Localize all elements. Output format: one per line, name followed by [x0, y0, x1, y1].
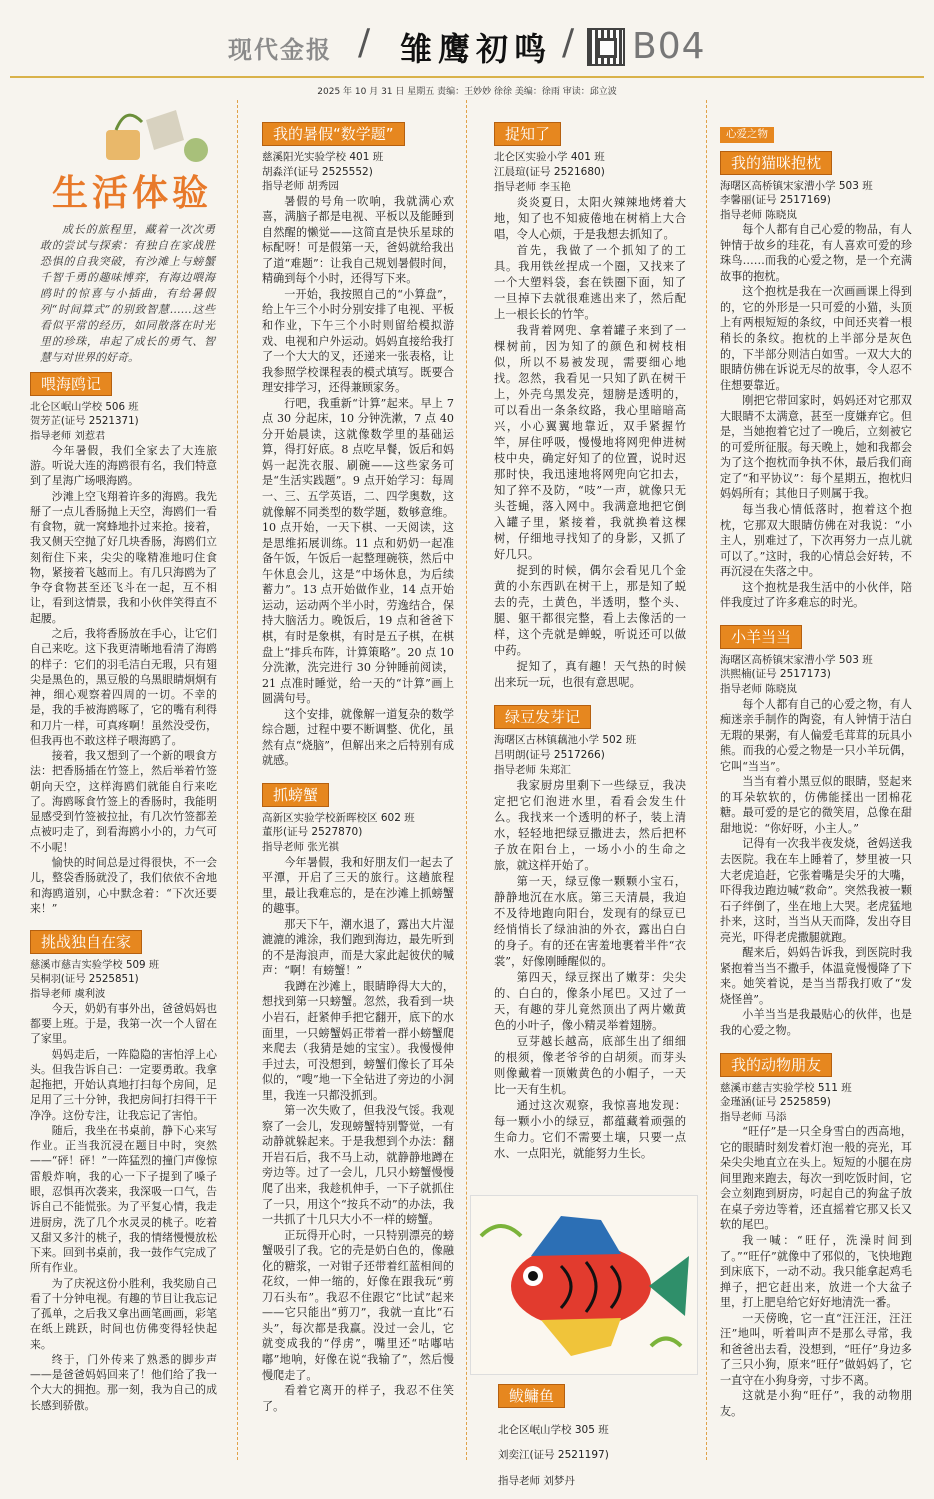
article-paragraph: 首先，我做了一个抓知了的工具。我用铁丝捏成一个圈，又找来了一个大塑料袋，套在铁圈下面，知了一旦掉下去就很难逃出来了，然后配上一根长长的竹竿。 [494, 244, 686, 321]
article-paragraph: 记得有一次我半夜发烧，爸妈送我去医院。我在车上睡着了，梦里被一只大老虎追赶，它张着嘴是尖牙的大嘴，吓得我边跑边喊“救命”。突然我被一颗石子绊倒了，坐在地上大哭。老虎猛地扑来，这时，当当从天而降，发出夺目亮光，吓得老虎撒腿就跑。 [720, 837, 912, 944]
article-byline: 北仑区实验小学 401 班 [494, 151, 605, 163]
column-4 [720, 126, 912, 1430]
article-byline: 李馨丽(证号 2517169) [720, 194, 831, 207]
article [720, 1049, 912, 1420]
article-paragraph: 为了庆祝这份小胜利，我奖励自己看了十分钟电视。有趣的节目让我忘记了孤单，之后我又拿出画笔画画，彩笔在纸上跳跃，时间也仿佛变得轻快起来。 [30, 1276, 217, 1351]
article-title: 鲅鳙鱼 [498, 1384, 565, 1408]
article-title: 我的暑假“数学题” [262, 122, 405, 146]
article [30, 368, 217, 916]
article-paragraph: 第一天，绿豆像一颗颗小宝石，静静地沉在水底。第三天清晨，我迫不及待地跑向阳台，发现有的绿豆已经悄悄长了绿油油的外衣，露出白白的身子。有的还在害羞地裹着半件“衣裳”，好像刚睡醒似的。 [494, 875, 686, 968]
article-title: 挑战独自在家 [30, 930, 142, 954]
article-title: 我的动物朋友 [720, 1053, 832, 1077]
article-paragraph: 捉知了，真有趣！天气热的时候出来玩一玩，也很有意思呢。 [494, 660, 686, 689]
article-byline: 指导老师 刘惹君 [30, 429, 106, 442]
column-2 [262, 118, 454, 1424]
article-byline: 刘奕江(证号 2521197) [498, 1449, 609, 1461]
hero-title: 生活体验 [52, 173, 213, 214]
slash-divider: / [562, 22, 575, 63]
article-byline: 贺芳芷(证号 2521371) [30, 415, 139, 428]
article-paragraph: 今天，奶奶有事外出，爸爸妈妈也都要上班。于是，我第一次一个人留在了家里。 [30, 1001, 217, 1046]
garden-tools-illustration [96, 100, 216, 170]
article-paragraph: 醒来后，妈妈告诉我，到医院时我紧抱着当当不撒手，体温竟慢慢降了下来。她笑着说，是当当帮我打败了“发烧怪兽”。 [720, 946, 912, 1006]
header-rule [10, 76, 924, 78]
article-byline: 北仑区岷山学校 506 班 [30, 401, 139, 413]
article-paragraph: 刚把它带回家时，妈妈还对它那双大眼睛不太满意，甚至一度嫌弃它。但是，当她抱着它过了一晚后，立刻被它的可爱所征服。每天晚上，她和我都会为了这个抱枕而争执不休，最后我们商定了“和平协议”：每个星期五，抱枕归妈妈所有；其他日子则属于我。 [720, 394, 912, 501]
article-paragraph: 我背着网兜、拿着罐子来到了一棵树前，因为知了的颜色和树枝相似，所以不易被发现，需要细心地找。忽然，我看见一只知了趴在树干上，外壳乌黑发亮，翅膀是透明的，可以看出一条条纹路，我心里暗暗高兴，小心翼翼地靠近，双手紧握竹竿，屏住呼吸，慢慢地将网兜伸进树枝中央，确定好知了的位置，说时迟那时快，我迅速地将网兜向它扣去，知了猝不及防，“吱”一声，就像只无头苍蝇，落入网中。我满意地把它倒入罐子里，紧接着，我就换着这棵树，仔细地寻找知了的身影，又抓了好几只。 [494, 324, 686, 561]
article-paragraph: 那天下午，潮水退了，露出大片湿漉漉的滩涂，我们跑到海边，最先听到的不是海浪声，而是大家此起彼伏的喊声：“啊！有螃蟹！” [262, 917, 454, 978]
article [720, 147, 912, 611]
article-byline: 指导老师 陈晓岚 [720, 682, 797, 695]
article-paragraph: 炎炎夏日，太阳火辣辣地烤着大地，知了也不知疲倦地在树梢上大合唱，令人心烦，于是我想去抓知了。 [494, 196, 686, 241]
slash-divider: / [358, 22, 371, 63]
article-title: 捉知了 [494, 122, 561, 146]
hero-intro: 成长的旅程里，藏着一次次勇敢的尝试与探索：有独自在家战胜恐惧的自我突破，有沙滩上与螃蟹千智千勇的趣味博弈，有海边喂海鸥时的惊喜与小插曲，有给暑假列“时间算式”的别致智慧……这些看似平常的经历，如同散落在时光里的珍珠，串起了成长的勇气、智慧与对世界的好奇。 [40, 223, 215, 364]
article-byline: 洪熙楠(证号 2517173) [720, 668, 831, 681]
article-paragraph: 这个抱枕是我在一次画画课上得到的，它的外形是一只可爱的小猫，头顶上有两根短短的条纹，中间还夹着一根稍长的条纹。抱枕的上半部分是灰色的，下半部分则洁白如雪。一双大大的眼睛仿佛在诉说无尽的故事，令人忍不住想要靠近。 [720, 285, 912, 392]
article-title: 我的猫咪抱枕 [720, 151, 832, 175]
fish-drawing [470, 1195, 698, 1375]
qr-code-icon[interactable] [587, 28, 625, 66]
article-paragraph: 捉到的时候，偶尔会看见几个金黄的小东西趴在树干上，那是知了蜕去的壳，土黄色，半透明，整个头、腿、躯干都很完整，看上去像活的一样，这个壳就是蝉蜕，听说还可以做中药。 [494, 564, 686, 657]
article-paragraph: 一天傍晚，它一直“汪汪汪，汪汪汪”地叫，听着叫声不是那么寻常，我和爸爸出去看，没想到，“旺仔”身边多了三只小狗，原来“旺仔”做妈妈了，它一直守在小狗身旁，寸步不离。 [720, 1311, 912, 1387]
article-byline: 海曙区高桥镇宋家漕小学 503 班 [720, 653, 873, 666]
article [720, 621, 912, 1039]
column-divider [466, 100, 467, 1460]
article [498, 1380, 698, 1489]
article-byline: 胡淼洋(证号 2525552) [262, 165, 373, 178]
article-byline: 指导老师 胡秀园 [262, 180, 339, 193]
column-1 [30, 368, 217, 1423]
article-paragraph: 每当我心情低落时，抱着这个抱枕，它那双大眼睛仿佛在对我说：“小主人，别难过了，下次再努力一点儿就可以了。”这时，我的心情总会好转，不再沉浸在失落之中。 [720, 503, 912, 579]
article-paragraph: 正玩得开心时，一只特别漂亮的螃蟹吸引了我。它的壳是奶白色的，像融化的糖浆，一对钳子还带着红蓝相间的花纹，一伸一缩的，好像在跟我玩“剪刀石头布”。我忍不住跟它“比试”起来——它只能出“剪刀”，我就一直比“石头”，每次都是我赢。没过一会儿，它就变成我的“俘虏”，嘴里还“咕嘟咕嘟”地响，好像在说“我输了”，然后慢慢爬走了。 [262, 1228, 454, 1382]
page-number: B04 [632, 26, 706, 67]
article-paragraph: 我一喊：“旺仔，洗澡时间到了。”“旺仔”就像中了邪似的，飞快地跑到床底下，一动不动。我只能拿起鸡毛掸子，把它赶出来，放进一个大盆子里，打上肥皂给它好好地清洗一番。 [720, 1234, 912, 1310]
article-paragraph: 沙滩上空飞翔着许多的海鸥。我先掰了一点儿香肠抛上天空，海鸥们一看有食物，就一窝蜂地扑过来抢。接着，我又侧天空抛了好几块香肠，海鸥们立刻衔住下来，尖尖的喙精准地叼住食物，紧接着飞越而上。有几只海鸥为了争夺食物甚至还飞斗在一起，互不相让，看到这情景，我和小伙伴笑得直不起腰。 [30, 489, 217, 625]
article-paragraph: 终于，门外传来了熟悉的脚步声——是爸爸妈妈回来了！他们给了我一个大大的拥抱。那一刻，我为自己的成长感到骄傲。 [30, 1352, 217, 1412]
article-byline: 金瑾涵(证号 2525859) [720, 1096, 831, 1109]
article-paragraph: 随后，我坐在书桌前，静下心来写作业。正当我沉浸在题目中时，突然——“砰！砰！”一阵猛烈的撞门声像惊雷般炸响，我的心一下子提到了嗓子眼，忍惧再次袭来，我深吸一口气，告诉自己不能慌张。为了平复心情，我走进厨房，洗了几个水灵灵的桃子。吃着又甜又多汁的桃子，我的情绪慢慢放松下来。回到书桌前，我一鼓作气完成了所有作业。 [30, 1123, 217, 1275]
article-paragraph: 每个人都有自己的心爱之物，有人痴迷亲手制作的陶瓷，有人钟情于洁白无瑕的果粥，有人偏爱毛茸茸的玩具小熊。而我的心爱之物是一只小羊玩偶，它叫“当当”。 [720, 697, 912, 773]
fish-caption [498, 1380, 698, 1499]
article-paragraph: 每个人都有自己心爱的物品，有人钟情于故乡的珪花，有人喜欢可爱的珍珠鸟……而我的心爱之物，是一个充满故事的抱枕。 [720, 223, 912, 283]
page-header [0, 0, 934, 97]
article-byline: 指导老师 陈晓岚 [720, 208, 797, 221]
column-divider [706, 100, 707, 1460]
article-byline: 吕明朗(证号 2517266) [494, 749, 605, 761]
article-paragraph: 我家厨房里剩下一些绿豆，我决定把它们泡进水里，看看会发生什么。我找来一个透明的杯子，装上清水，轻轻地把绿豆撒进去，然后把杯子放在阳台上，一场小小的生命之旅，就这样开始了。 [494, 779, 686, 872]
article-byline: 慈溪市慈吉实验学校 509 班 [30, 959, 160, 972]
article-paragraph: 当当有着小黑豆似的眼睛，竖起来的耳朵软软的，仿佛能揉出一团棉花糖。最可爱的是它的微笑眉，总像在甜甜地说：“你好呀，小主人。” [720, 775, 912, 835]
column-divider [237, 100, 238, 1460]
article-paragraph: 这个抱枕是我生活中的小伙伴，陪伴我度过了许多难忘的时光。 [720, 580, 912, 610]
article-paragraph: 小羊当当是我最贴心的伙伴，也是我的心爱之物。 [720, 1008, 912, 1037]
article-byline: 指导老师 刘梦丹 [498, 1474, 575, 1487]
article-title: 抓螃蟹 [262, 783, 329, 807]
article [30, 926, 217, 1413]
article-paragraph: 今年暑假，我们全家去了大连旅游。听说大连的海鸥很有名，我们特意到了星海广场喂海鸥。 [30, 443, 217, 488]
article-title: 小羊当当 [720, 625, 802, 649]
column-3 [494, 118, 686, 1172]
article-paragraph: 通过这次观察，我惊喜地发现：每一颗小小的绿豆，都蕴藏着顽强的生命力。它们不需要土壤，只要一点水、一点阳光，就能努力生长。 [494, 1099, 686, 1160]
article-byline: 董彤(证号 2527870) [262, 826, 363, 839]
article-byline: 海曙区古林镇藕池小学 502 班 [494, 734, 637, 746]
article-paragraph: 这个安排，就像解一道复杂的数学综合题，过程中要不断调整、优化，虽然有点“烧脑”，但解出来之后特别有成就感。 [262, 707, 454, 768]
article-paragraph: “旺仔”是一只全身雪白的西高地，它的眼睛时刻发着灯泡一般的亮光，耳朵尖尖地直立在头上。短短的小腿在房间里跑来跑去，每次一到吃饭时间，它会立刻跑到厨房，叼起自己的狗盆子放在桌子旁边等着，还直摇着它那又长又软的尾巴。 [720, 1125, 912, 1232]
article [494, 118, 686, 691]
paper-name: 现代金报 [228, 35, 332, 64]
section-tag: 心爱之物 [720, 127, 774, 143]
article-byline: 慈溪阳光实验学校 401 班 [262, 151, 384, 163]
article-byline: 指导老师 张光祺 [262, 840, 339, 853]
article-byline: 指导老师 马添 [720, 1110, 787, 1123]
article-byline: 海曙区高桥镇宋家漕小学 503 班 [720, 179, 873, 192]
article-byline: 慈溪市慈吉实验学校 511 班 [720, 1081, 852, 1094]
dateline: 2025 年 10 月 31 日 星期五 责编：王妙妙 徐徐 美编：徐雨 审读：邱立波 [317, 87, 617, 97]
article-paragraph: 妈妈走后，一阵隐隐的害怕浮上心头。但我告诉自己：一定要勇敢。我拿起拖把，开始认真地打扫每个房间，足足用了三十分钟，我把房间打扫得干干净净。这份专注，让我忘记了害怕。 [30, 1047, 217, 1122]
article-paragraph: 今年暑假，我和好朋友们一起去了平潭，开启了三天的旅行。这趟旅程里，最让我难忘的，是在沙滩上抓螃蟹的趣事。 [262, 855, 454, 916]
article [262, 118, 454, 769]
article-paragraph: 之后，我将香肠放在手心，让它们自己来吃。这下我更清晰地看清了海鸥的样子：它们的羽毛洁白无瑕，只有翅尖是黑色的，黑豆般的乌黑眼睛炯炯有神，细心观察着四周的一切。不幸的是，我的手被海鸥啄了，它的嘴有利得和刀片一样，可真疼啊！虽然没受伤，但我再也不敢这样子喂海鸥了。 [30, 626, 217, 747]
article-paragraph: 看着它离开的样子，我忍不住笑了。 [262, 1384, 454, 1413]
article-byline: 指导老师 虞利波 [30, 987, 106, 1000]
article-byline: 高新区实验学校新晖校区 602 班 [262, 811, 415, 824]
article [262, 779, 454, 1414]
article-paragraph: 第一次失败了，但我没气馁。我观察了一会儿，发现螃蟹特别警觉，一有动静就躲起来。于是我想到个办法：翻开岩石后，我不马上动，就静静地蹲在旁边等。过了一会儿，几只小螃蟹慢慢爬了出来，我趁机伸手，一下子就抓住了一只，用这个“按兵不动”的办法，我一共抓了十几只大小不一样的螃蟹。 [262, 1104, 454, 1227]
article [494, 701, 686, 1162]
article-byline: 指导老师 李玉艳 [494, 181, 571, 193]
article-title: 喂海鸥记 [30, 372, 112, 396]
article-paragraph: 豆芽越长越高，底部生出了细细的根须，像老爷爷的白胡须。而芽头则像戴着一顶嫩黄色的小帽子，一天比一天有生机。 [494, 1035, 686, 1096]
article-paragraph: 愉快的时间总是过得很快，不一会儿，整袋香肠就没了，我们依依不舍地和海鸥道别，心中默念着：“下次还要来！” [30, 855, 217, 915]
article-byline: 指导老师 朱郑汇 [494, 764, 571, 776]
article-paragraph: 这就是小狗“旺仔”，我的动物朋友。 [720, 1389, 912, 1419]
article-paragraph: 第四天，绿豆探出了嫩芽：尖尖的、白白的，像条小尾巴。又过了一天，有趣的芽儿竟然顶出了两片嫩黄色的小叶子，像小精灵举着翅膀。 [494, 971, 686, 1032]
article-paragraph: 我蹲在沙滩上，眼睛睁得大大的，想找到第一只螃蟹。忽然，我看到一块小岩石，赶紧伸手把它翻开，底下的水面里，一只螃蟹妈正带着一群小螃蟹爬来爬去（我猜是她的宝宝）。我慢慢伸手过去，可没想到，螃蟹们像长了耳朵似的，“嗖”地一下全钻进了旁边的小洞里，我连一只都没抓到。 [262, 979, 454, 1102]
article-paragraph: 接着，我又想到了一个新的喂食方法：把香肠插在竹签上，然后举着竹签朝向天空，这样海鸥们就能自行来吃了。海鸥啄食竹签上的香肠时，我能明显感受到竹签被拉扯，有几次竹签都差点被叼走了，到看海鸥小小的，力气可不小呢！ [30, 749, 217, 854]
article-paragraph: 暑假的号角一吹响，我就满心欢喜，满脑子都是电视、平板以及能睡到自然醒的懒觉——这简直是快乐星球的标配呀！可是假第一天，爸妈就给我出了道“难题”：让我自己规划暑假时间，精确到每个小时，还得写下来。 [262, 194, 454, 286]
article-title: 绿豆发芽记 [494, 705, 591, 729]
section-name: 雏鹰初鸣 [400, 30, 553, 68]
article-byline: 吴桐羽(证号 2525851) [30, 973, 139, 986]
article-byline: 北仑区岷山学校 305 班 [498, 1423, 609, 1436]
article-byline: 江晨瑄(证号 2521680) [494, 166, 605, 178]
article-paragraph: 行吧，我重新“计算”起来。早上 7 点 30 分起床，10 分钟洗漱，7 点 40 分开始晨读，这就像数学里的基础运算，得打好底。8 点吃早餐，饭后和妈妈一起洗衣服、刷碗——这些家务可是“生活实践题”。9 点开始学习：每周一、三、五学英语，二、四学奥数，这就像解不同类型的数学题，数够意维。10 点开始，一天下棋、一天阅读，这是思维拓展训练。11 点和奶奶一起准备午饭，午饭后一起整理碗筷，然后中午休息会儿，这是“中场休息，为后续蓄力”。13 点开始做作业，14 点开始运动，运动两个半小时，劳逸结合，保持大脑活力。晚饭后，19 点和爸爸下棋，有时是象棋，有时是五子棋，在棋盘上“排兵布阵，计算策略”。20 点 10 分洗漱，洗完进行 30 分钟睡前阅读，21 点准时睡觉，给一天的“计算”画上圆满句号。 [262, 396, 454, 706]
article-paragraph: 一开始，我按照自己的“小算盘”，给上午三个小时分别安排了电视、平板和作业，下午三个小时则留给模拟游戏、电视和户外运动。妈妈直接给我打了一个大大的叉，还递来一张表格，让我参照学校课程表的模式填写。既要合理安排学习，还得兼顾家务。 [262, 287, 454, 395]
